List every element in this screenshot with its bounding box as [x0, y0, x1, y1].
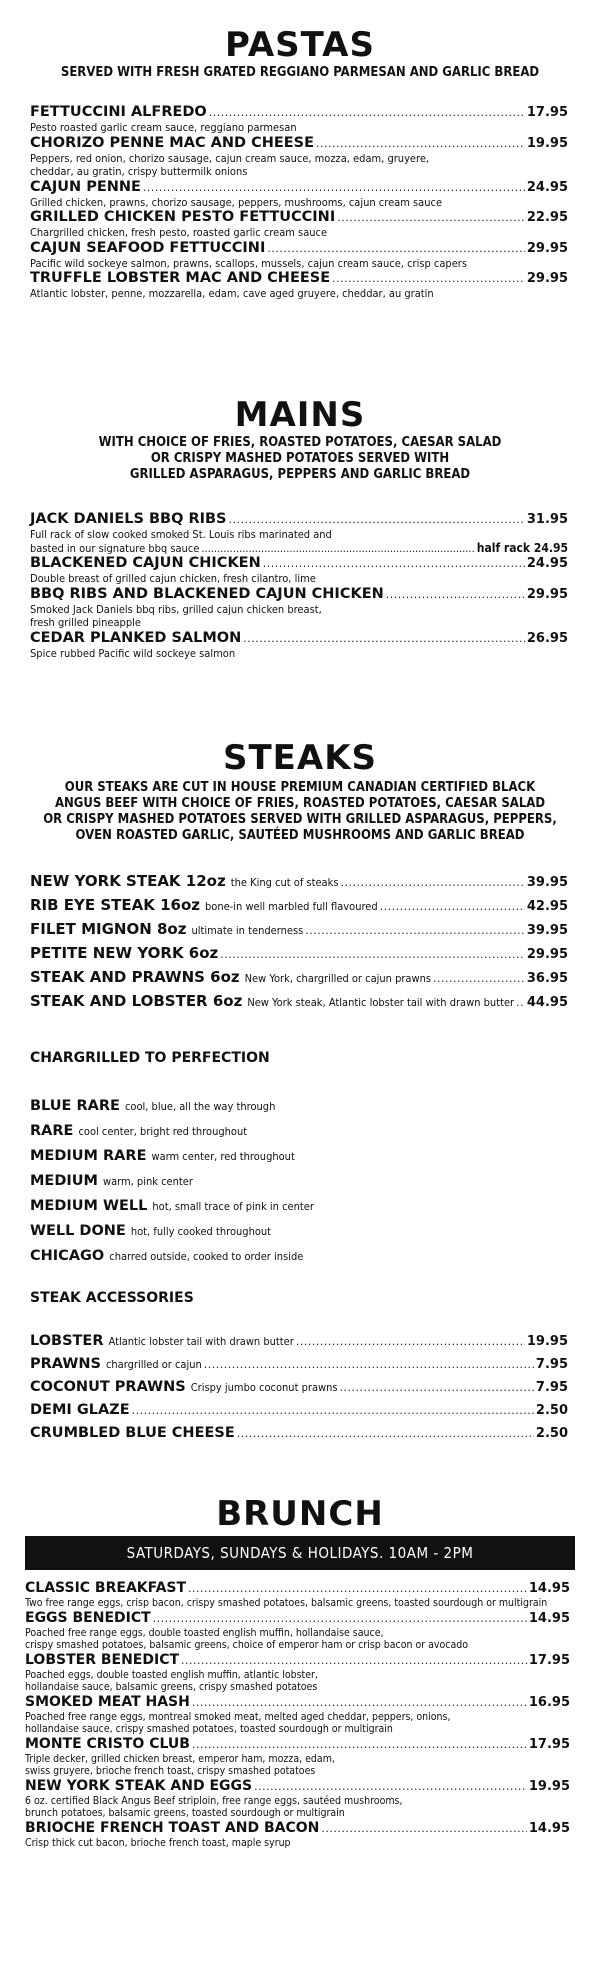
item-description: Double breast of grilled cajun chicken, fresh cilantro, lime: [30, 572, 316, 585]
menu-item: [30, 630, 568, 661]
item-name: STEAK AND PRAWNS 6oz: [30, 968, 240, 986]
dot-leader: [132, 1399, 534, 1422]
brunch-title: BRUNCH: [216, 1494, 384, 1534]
menu-item-row: [25, 1736, 570, 1753]
doneness-row: [30, 1193, 570, 1218]
dot-leader: [153, 1611, 527, 1627]
item-name: JACK DANIELS BBQ RIBS: [30, 511, 227, 527]
doneness-note: warm, pink center: [102, 1175, 193, 1188]
doneness-note: warm center, red throughout: [151, 1150, 295, 1163]
menu-item: [30, 555, 568, 586]
item-price: 14.95: [528, 1820, 570, 1836]
menu-item: [25, 1778, 570, 1820]
dot-leader: [201, 542, 474, 556]
dot-leader: [254, 1779, 527, 1795]
menu-item-row: [30, 942, 568, 966]
half-rack-price: half rack 24.95: [476, 540, 568, 555]
menu-item: [30, 209, 568, 240]
dot-leader: [321, 1821, 527, 1837]
item-note: the King cut of steaks: [230, 876, 339, 889]
item-note: bone-in well marbled full flavoured: [205, 900, 378, 913]
item-description: Smoked Jack Daniels bbq ribs, grilled cajun chicken breast,: [30, 602, 322, 616]
mains-subtitle-line: GRILLED ASPARAGUS, PEPPERS AND GARLIC BREAD: [129, 467, 471, 482]
menu-item-row: [30, 1376, 568, 1399]
menu-item-row: [30, 240, 568, 257]
dot-leader: [229, 511, 525, 528]
dot-leader: [433, 968, 525, 990]
item-price: 19.95: [526, 135, 568, 151]
item-name: TRUFFLE LOBSTER MAC AND CHEESE: [30, 270, 331, 286]
item-description: Crisp thick cut bacon, brioche french toast, maple syrup: [25, 1836, 291, 1849]
menu-item-row: [30, 630, 568, 647]
mains-subtitle-line: WITH CHOICE OF FRIES, ROASTED POTATOES, CAESAR SALAD: [98, 435, 502, 450]
dot-leader: [192, 1695, 527, 1711]
dot-leader: [332, 270, 525, 287]
menu-item: [25, 1694, 570, 1736]
doneness-name: MEDIUM RARE: [30, 1148, 147, 1164]
item-description: Poached free range eggs, double toasted english muffin, hollandaise sauce,: [25, 1626, 384, 1639]
pastas-title: PASTAS: [225, 25, 375, 65]
steaks-subtitle: [20, 780, 580, 844]
mains-subtitle: [20, 435, 580, 483]
doneness-name: CHICAGO: [30, 1248, 105, 1264]
mains-list: [30, 511, 568, 660]
menu-item: [25, 1610, 570, 1652]
menu-item: [30, 918, 568, 942]
item-name: COCONUT PRAWNS: [30, 1379, 186, 1395]
item-name: LOBSTER: [30, 1333, 104, 1349]
item-description: Atlantic lobster, penne, mozzarella, edam, cave aged gruyere, cheddar, au gratin: [30, 287, 434, 300]
item-price: 2.50: [535, 1426, 568, 1441]
item-note: New York, chargrilled or cajun prawns: [244, 972, 432, 985]
item-note: chargrilled or cajun: [105, 1358, 202, 1371]
doneness-note: hot, fully cooked throughout: [130, 1225, 272, 1238]
menu-item: [30, 870, 568, 894]
item-price: 42.95: [526, 899, 568, 914]
item-price: 24.95: [526, 179, 568, 195]
accessories-heading: STEAK ACCESSORIES: [30, 1290, 194, 1306]
menu-item-row: [30, 586, 568, 603]
item-description: hollandaise sauce, crispy smashed potatoes, toasted sourdough or multigrain: [25, 1723, 393, 1735]
item-price: 16.95: [528, 1694, 570, 1710]
item-name: GRILLED CHICKEN PESTO FETTUCCINI: [30, 209, 336, 225]
doneness-note: cool, blue, all the way through: [124, 1100, 276, 1113]
item-note: Crispy jumbo coconut prawns: [190, 1381, 338, 1394]
menu-item-row: [25, 1580, 570, 1597]
item-description: brunch potatoes, balsamic greens, toasted sourdough or multigrain: [25, 1807, 345, 1819]
pastas-list: [30, 104, 568, 301]
mains-subtitle-line: OR CRISPY MASHED POTATOES SERVED WITH: [150, 451, 450, 466]
item-name: LOBSTER BENEDICT: [25, 1651, 180, 1668]
item-price: 17.95: [528, 1652, 570, 1668]
doneness-row: [30, 1168, 570, 1193]
menu-item-row: [30, 990, 568, 1014]
doneness-row: [30, 1093, 570, 1118]
menu-item-row: [25, 1778, 570, 1795]
accessories-list: [30, 1330, 568, 1445]
item-name: RIB EYE STEAK 16oz: [30, 896, 201, 914]
menu-item: [30, 179, 568, 210]
doneness-name: RARE: [30, 1123, 74, 1139]
menu-item: [30, 240, 568, 271]
item-price: 19.95: [528, 1778, 570, 1794]
menu-item: [30, 1330, 568, 1353]
doneness-list: [30, 1093, 570, 1268]
dot-leader: [386, 586, 525, 603]
menu-item-row: [30, 1330, 568, 1353]
dot-leader: [341, 872, 525, 894]
item-description: Poached eggs, double toasted english muffin, atlantic lobster,: [25, 1668, 318, 1681]
menu-item: [30, 966, 568, 990]
menu-item: [30, 1376, 568, 1399]
item-name: PRAWNS: [30, 1356, 101, 1372]
item-name: FILET MIGNON 8oz: [30, 920, 187, 938]
item-price: 24.95: [526, 556, 568, 571]
doneness-name: BLUE RARE: [30, 1098, 120, 1114]
chargrilled-heading: CHARGRILLED TO PERFECTION: [30, 1050, 270, 1066]
item-name: EGGS BENEDICT: [25, 1609, 151, 1626]
doneness-note: hot, small trace of pink in center: [152, 1200, 314, 1213]
item-price: 44.95: [526, 995, 568, 1010]
menu-item-row: [30, 104, 568, 121]
item-description: swiss gruyere, brioche french toast, crispy smashed potatoes: [25, 1765, 316, 1777]
dot-leader: [340, 1376, 534, 1399]
dot-leader: [181, 1653, 527, 1669]
item-price: 39.95: [526, 875, 568, 890]
item-price: 22.95: [526, 210, 568, 225]
item-description: Two free range eggs, crisp bacon, crispy smashed potatoes, balsamic greens, toasted sourdough or multigrain: [25, 1597, 548, 1609]
menu-item-row: [30, 135, 568, 152]
menu-item-row: [30, 511, 568, 528]
menu-item: [30, 135, 568, 179]
dot-leader: [516, 992, 525, 1014]
doneness-row: [30, 1218, 570, 1243]
doneness-row: [30, 1243, 570, 1268]
item-description: Full rack of slow cooked smoked St. Louis ribs marinated and: [30, 528, 332, 541]
item-note: New York steak, Atlantic lobster tail with drawn butter: [247, 996, 515, 1009]
menu-item-row: [30, 1422, 568, 1445]
steaks-title: STEAKS: [222, 738, 378, 778]
item-name: BRIOCHE FRENCH TOAST AND BACON: [25, 1819, 320, 1836]
dot-leader: [337, 209, 525, 226]
menu-item: [30, 942, 568, 966]
menu-item-row: [30, 179, 568, 196]
item-price: 7.95: [535, 1357, 568, 1372]
steaks-subtitle-line: OVEN ROASTED GARLIC, SAUTÉED MUSHROOMS AND GARLIC BREAD: [75, 828, 525, 843]
item-price: 29.95: [526, 947, 568, 962]
steaks-subtitle-line: OR CRISPY MASHED POTATOES SERVED WITH GRILLED ASPARAGUS, PEPPERS,: [43, 812, 557, 827]
dot-leader: [305, 920, 525, 942]
dot-leader: [296, 1330, 525, 1353]
item-name: FETTUCCINI ALFREDO: [30, 104, 207, 120]
brunch-hours-banner: SATURDAYS, SUNDAYS & HOLIDAYS. 10AM - 2PM: [25, 1536, 575, 1570]
dot-leader: [263, 555, 525, 572]
item-name: CEDAR PLANKED SALMON: [30, 629, 242, 646]
item-description: 6 oz. certified Black Angus Beef striploin, free range eggs, sautéed mushrooms,: [25, 1794, 403, 1807]
menu-item: [25, 1580, 570, 1610]
doneness-row: [30, 1143, 570, 1168]
menu-item-row: [30, 894, 568, 918]
steaks-list: [30, 870, 568, 1014]
steaks-subtitle-line: OUR STEAKS ARE CUT IN HOUSE PREMIUM CANADIAN CERTIFIED BLACK: [64, 780, 536, 795]
dot-leader: [243, 630, 525, 647]
item-price: 36.95: [526, 971, 568, 986]
mains-title: MAINS: [234, 395, 366, 435]
item-description: cheddar, au gratin, crispy buttermilk onions: [30, 165, 248, 178]
menu-item: [30, 894, 568, 918]
menu-item-row: [30, 1353, 568, 1376]
item-name: MONTE CRISTO CLUB: [25, 1735, 190, 1752]
item-price: 7.95: [535, 1380, 568, 1395]
item-name: PETITE NEW YORK 6oz: [30, 944, 219, 962]
item-price: 14.95: [528, 1581, 570, 1596]
item-description: Pesto roasted garlic cream sauce, reggiano parmesan: [30, 121, 297, 134]
item-price: 19.95: [526, 1334, 568, 1349]
doneness-note: charred outside, cooked to order inside: [109, 1250, 304, 1263]
dot-leader: [380, 896, 525, 918]
item-price: 39.95: [526, 923, 568, 938]
menu-item: [25, 1820, 570, 1850]
item-name: STEAK AND LOBSTER 6oz: [30, 992, 243, 1010]
menu-item-row: [25, 1820, 570, 1837]
item-name: NEW YORK STEAK 12oz: [30, 872, 226, 890]
dot-leader: [267, 240, 525, 257]
menu-item: [25, 1736, 570, 1778]
menu-item-row: [30, 918, 568, 942]
item-description: Grilled chicken, prawns, chorizo sausage, peppers, mushrooms, cajun cream sauce: [30, 195, 443, 209]
doneness-name: WELL DONE: [30, 1223, 126, 1239]
doneness-name: MEDIUM WELL: [30, 1198, 148, 1214]
steaks-subtitle-line: ANGUS BEEF WITH CHOICE OF FRIES, ROASTED POTATOES, CAESAR SALAD: [54, 796, 546, 811]
item-name: CAJUN PENNE: [30, 178, 141, 195]
menu-item-row: [30, 555, 568, 572]
item-description: Peppers, red onion, chorizo sausage, cajun cream sauce, mozza, edam, gruyere,: [30, 151, 430, 165]
dot-leader: [192, 1737, 527, 1753]
menu-item: [30, 990, 568, 1014]
half-rack-row: [30, 542, 568, 556]
menu-item: [30, 511, 568, 555]
menu-item-row: [30, 270, 568, 287]
item-name: CAJUN SEAFOOD FETTUCCINI: [30, 239, 266, 256]
item-name: BLACKENED CAJUN CHICKEN: [30, 555, 261, 571]
menu-item-row: [25, 1694, 570, 1711]
dot-leader: [209, 104, 525, 121]
item-description: crispy smashed potatoes, balsamic greens, choice of emperor ham or crisp bacon or avocado: [25, 1639, 469, 1651]
item-description: hollandaise sauce, balsamic greens, crispy smashed potatoes: [25, 1681, 318, 1693]
brunch-list: [25, 1580, 570, 1849]
doneness-name: MEDIUM: [30, 1173, 98, 1189]
pastas-subtitle: SERVED WITH FRESH GRATED REGGIANO PARMESAN AND GARLIC BREAD: [60, 65, 540, 80]
menu-item: [30, 270, 568, 301]
dot-leader: [220, 944, 525, 966]
item-description: fresh grilled pineapple: [30, 616, 141, 629]
menu-item-row: [30, 870, 568, 894]
item-description: Spice rubbed Pacific wild sockeye salmon: [30, 646, 236, 660]
item-price: 29.95: [526, 240, 568, 256]
item-price: 2.50: [535, 1403, 568, 1418]
dot-leader: [237, 1422, 534, 1445]
doneness-row: [30, 1118, 570, 1143]
menu-item-row: [30, 966, 568, 990]
item-price: 29.95: [526, 271, 568, 286]
dot-leader: [316, 135, 525, 152]
item-name: CHORIZO PENNE MAC AND CHEESE: [30, 134, 315, 151]
item-note: ultimate in tenderness: [191, 924, 304, 937]
menu-item: [30, 1399, 568, 1422]
item-name: CRUMBLED BLUE CHEESE: [30, 1425, 235, 1441]
item-price: 17.95: [526, 105, 568, 120]
item-description: Triple decker, grilled chicken breast, emperor ham, mozza, edam,: [25, 1752, 335, 1765]
item-name: CLASSIC BREAKFAST: [25, 1580, 187, 1596]
item-price: 26.95: [526, 630, 568, 646]
dot-leader: [188, 1581, 527, 1597]
menu-item: [30, 586, 568, 630]
menu-item-row: [30, 1399, 568, 1422]
item-description: Poached free range eggs, montreal smoked meat, melted aged cheddar, peppers, onions,: [25, 1710, 451, 1723]
menu-item-row: [30, 209, 568, 226]
item-description: Pacific wild sockeye salmon, prawns, scallops, mussels, cajun cream sauce, crisp capers: [30, 256, 468, 270]
menu-item: [30, 1422, 568, 1445]
dot-leader: [204, 1353, 534, 1376]
item-price: 31.95: [526, 512, 568, 527]
item-description: basted in our signature bbq sauce: [30, 541, 200, 555]
dot-leader: [143, 179, 525, 196]
doneness-note: cool center, bright red throughout: [78, 1125, 248, 1138]
item-name: SMOKED MEAT HASH: [25, 1693, 190, 1710]
menu-item-row: [25, 1652, 570, 1669]
menu-item: [25, 1652, 570, 1694]
item-name: DEMI GLAZE: [30, 1402, 130, 1418]
menu-item: [30, 104, 568, 135]
item-note: Atlantic lobster tail with drawn butter: [108, 1335, 294, 1348]
item-price: 14.95: [528, 1610, 570, 1626]
item-description: Chargrilled chicken, fresh pesto, roasted garlic cream sauce: [30, 226, 328, 239]
item-price: 17.95: [528, 1736, 570, 1752]
menu-item: [30, 1353, 568, 1376]
menu-item-row: [25, 1610, 570, 1627]
item-name: NEW YORK STEAK AND EGGS: [25, 1777, 253, 1794]
item-price: 29.95: [526, 586, 568, 602]
item-name: BBQ RIBS AND BLACKENED CAJUN CHICKEN: [30, 585, 384, 602]
